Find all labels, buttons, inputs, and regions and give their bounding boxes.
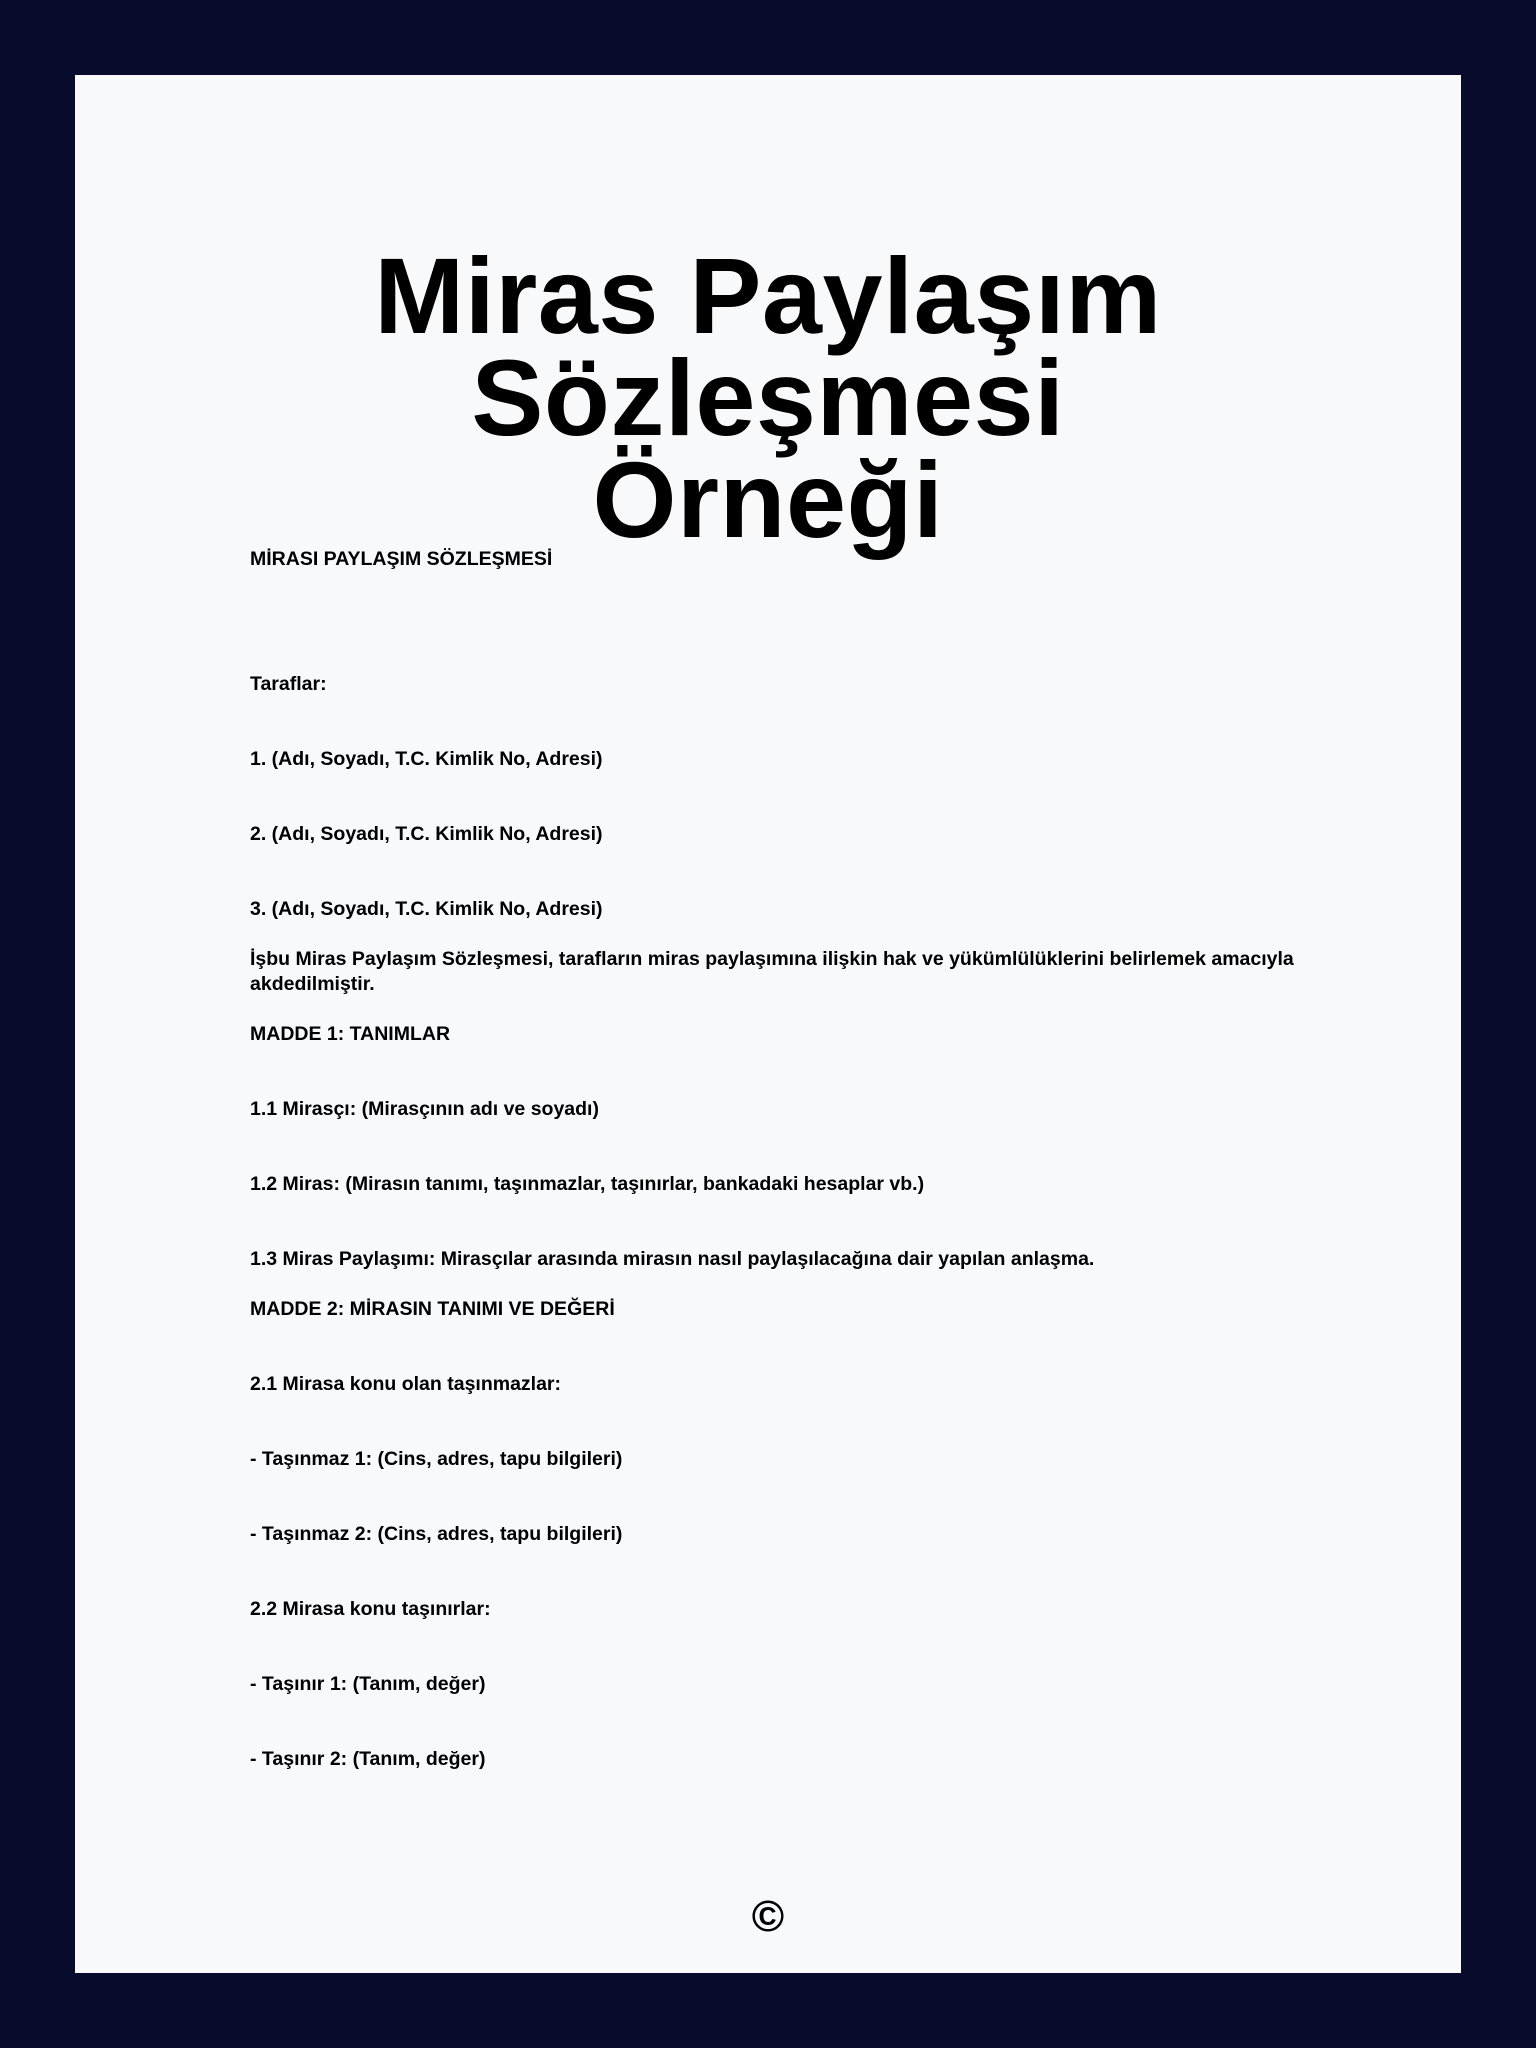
definition-1-1: 1.1 Mirasçı: (Mirasçının adı ve soyadı)	[250, 1098, 599, 1120]
contract-heading: MİRASI PAYLAŞIM SÖZLEŞMESİ	[250, 548, 553, 570]
article-2-title: MADDE 2: MİRASIN TANIMI VE DEĞERİ	[250, 1298, 615, 1320]
party-3: 3. (Adı, Soyadı, T.C. Kimlik No, Adresi)	[250, 898, 603, 920]
immovable-2: - Taşınmaz 2: (Cins, adres, tapu bilgileri)	[250, 1523, 623, 1545]
article-1-title: MADDE 1: TANIMLAR	[250, 1023, 451, 1045]
document-page	[75, 75, 1461, 1973]
copyright-icon: ©	[751, 1892, 785, 1941]
movable-1: - Taşınır 1: (Tanım, değer)	[250, 1673, 486, 1695]
title-line-1: Miras Paylaşım Sözleşmesi	[374, 235, 1162, 458]
item-2-2: 2.2 Mirasa konu taşınırlar:	[250, 1598, 491, 1620]
item-2-1: 2.1 Mirasa konu olan taşınmazlar:	[250, 1373, 562, 1395]
movable-2: - Taşınır 2: (Tanım, değer)	[250, 1748, 486, 1770]
definition-1-2: 1.2 Miras: (Mirasın tanımı, taşınmazlar, taşınırlar, bankadaki hesaplar vb.)	[250, 1173, 925, 1195]
parties-label: Taraflar:	[250, 673, 327, 695]
immovable-1: - Taşınmaz 1: (Cins, adres, tapu bilgileri)	[250, 1448, 623, 1470]
definition-1-3: 1.3 Miras Paylaşımı: Mirasçılar arasında mirasın nasıl paylaşılacağına dair yapılan anlaşma.	[250, 1248, 1095, 1270]
party-2: 2. (Adı, Soyadı, T.C. Kimlik No, Adresi)	[250, 823, 603, 845]
intro-paragraph: İşbu Miras Paylaşım Sözleşmesi, tarafların miras paylaşımına ilişkin hak ve yükümlülüklerini belirlemek amacıyla akdedilmiştir.	[250, 948, 1294, 995]
title-line-2: Örneği	[592, 439, 944, 560]
party-1: 1. (Adı, Soyadı, T.C. Kimlik No, Adresi)	[250, 748, 603, 770]
